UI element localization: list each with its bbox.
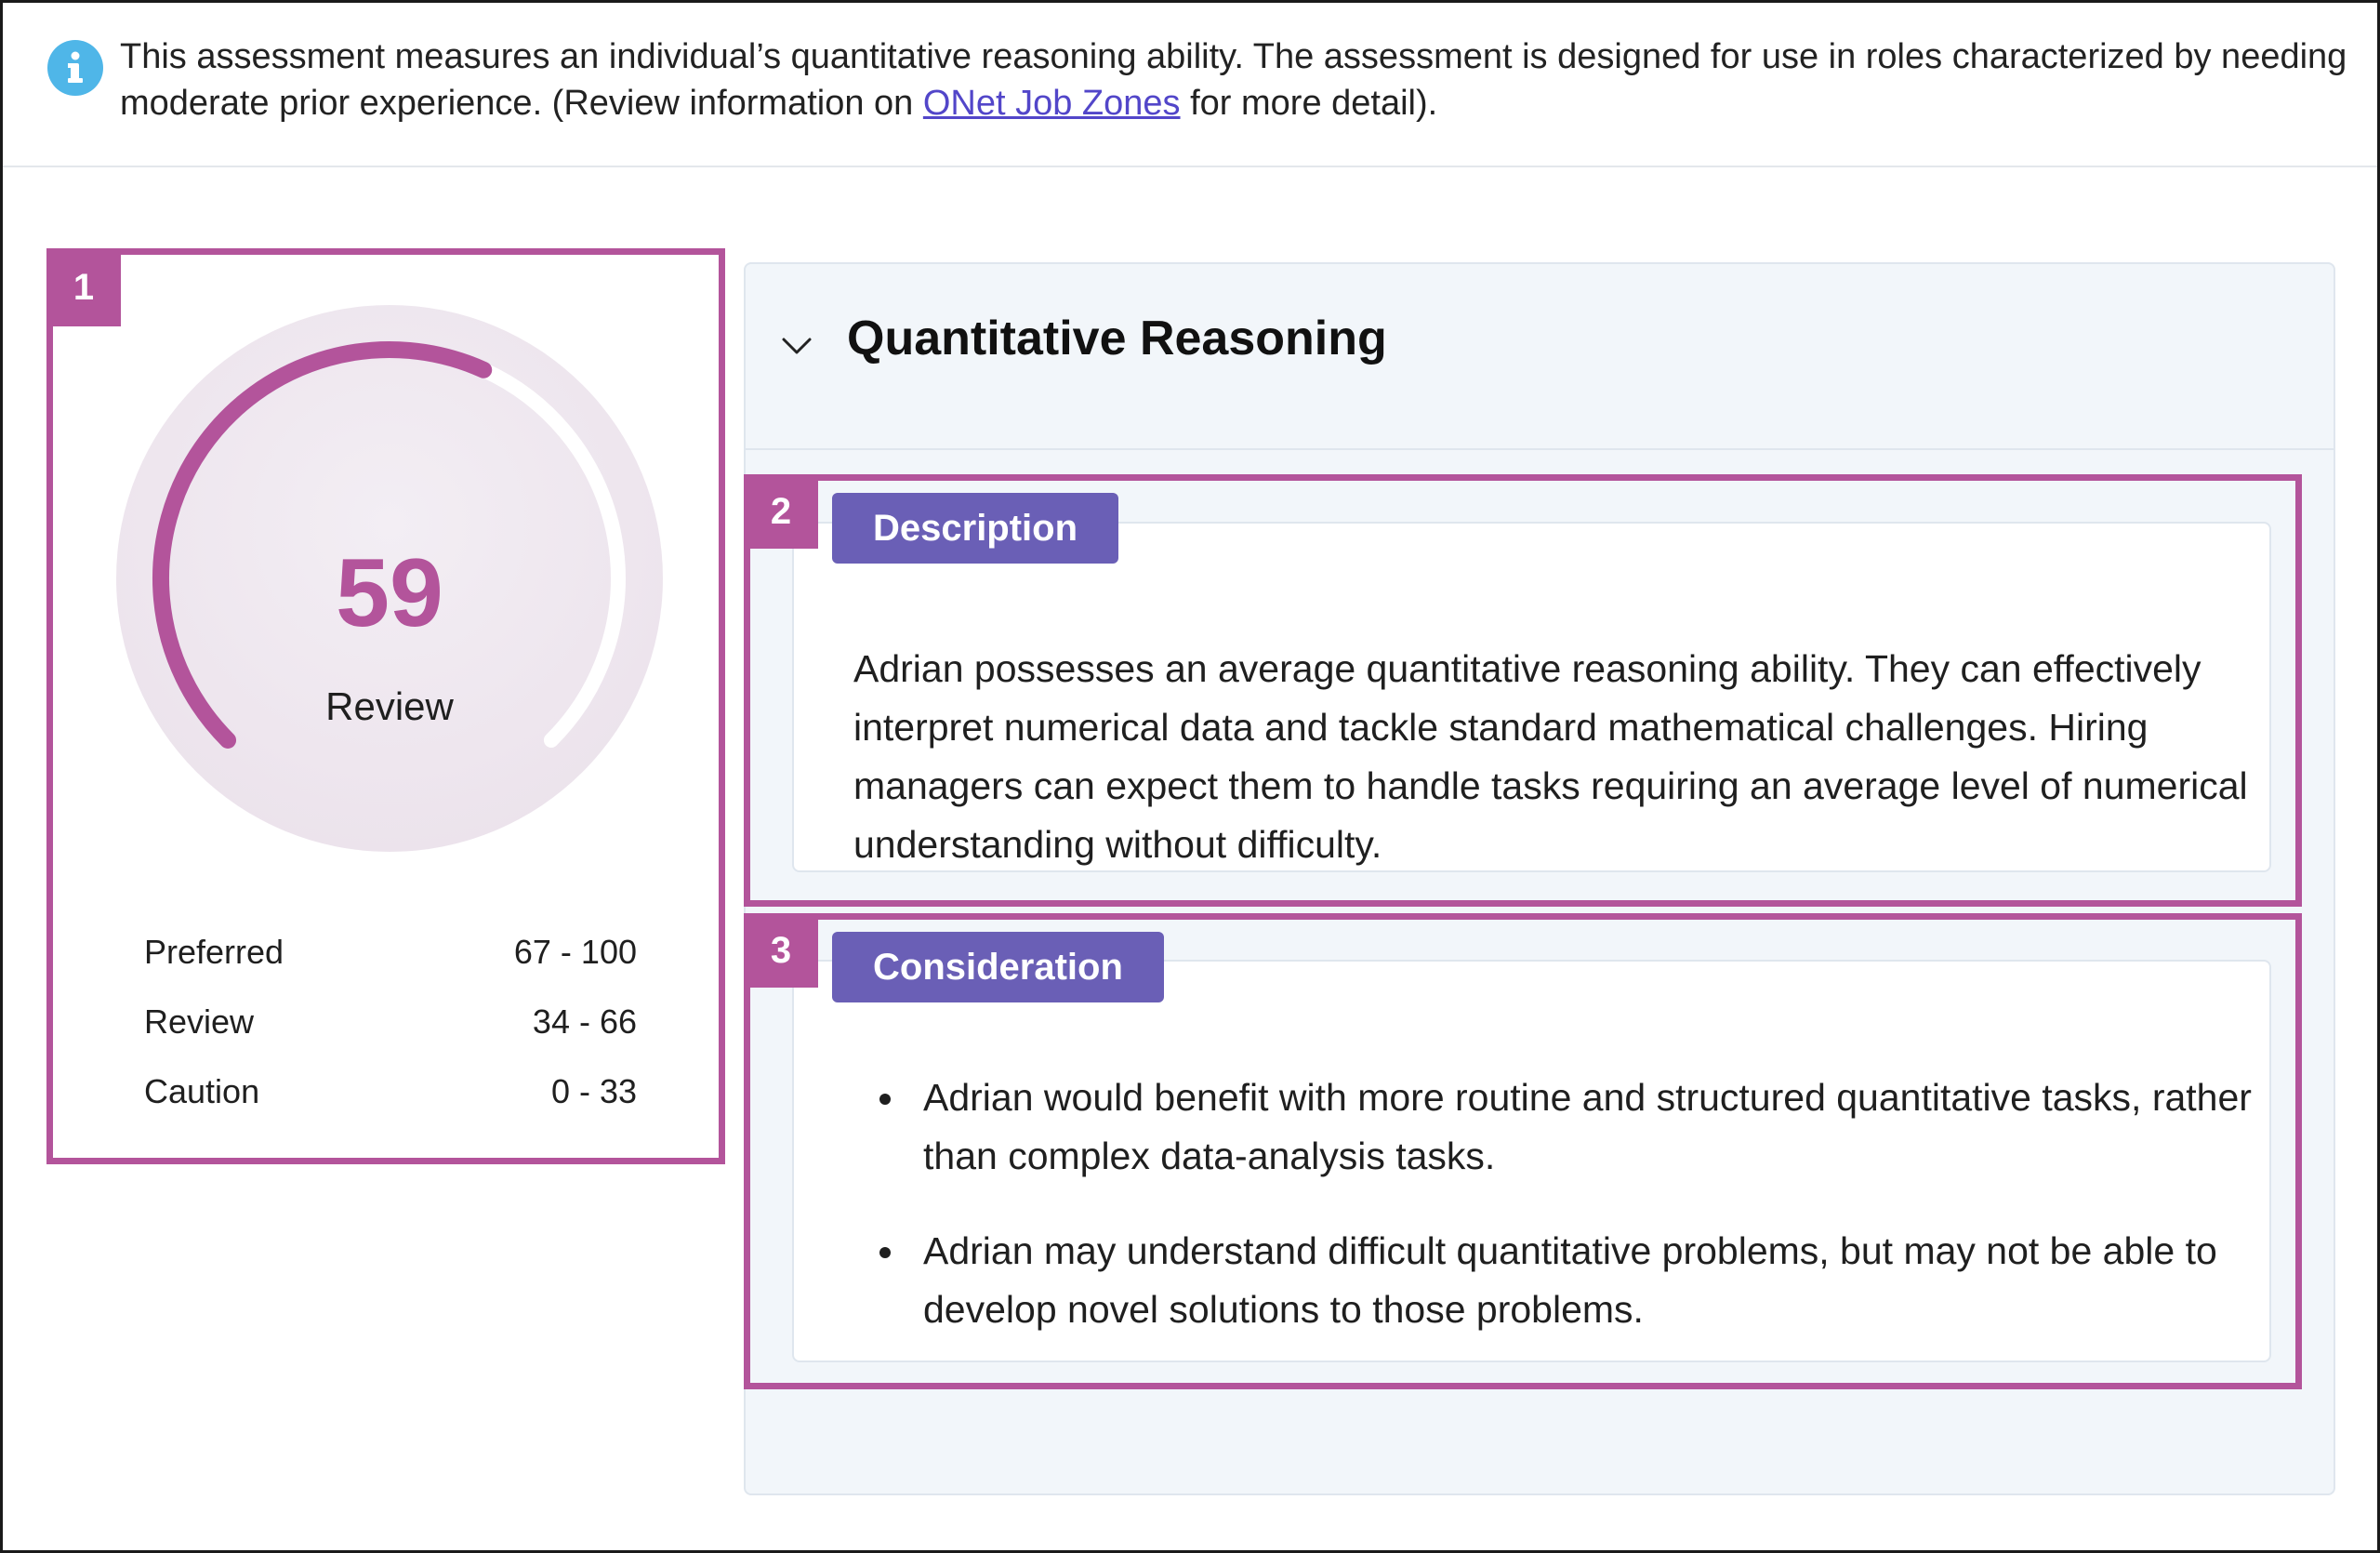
info-icon bbox=[47, 40, 103, 96]
description-tag: Description bbox=[832, 493, 1118, 564]
panel-header[interactable] bbox=[746, 264, 2334, 450]
range-label: Review bbox=[144, 1002, 255, 1041]
marker-3: 3 bbox=[744, 913, 818, 988]
marker-1: 1 bbox=[46, 248, 121, 326]
consideration-card bbox=[792, 960, 2271, 1362]
description-card bbox=[792, 522, 2271, 872]
marker-2: 2 bbox=[744, 474, 818, 549]
consideration-list bbox=[853, 1069, 2267, 1375]
range-row-caution bbox=[144, 1056, 637, 1126]
description-text: Adrian possesses an average quantitative reasoning ability. They can effectively interpret numerical data and tackle standard mathematical challenges. Hiring managers can expect them to handle tasks requiring an average level of numerical understanding without difficulty. bbox=[853, 647, 2248, 866]
score-gauge bbox=[112, 301, 667, 856]
score-card bbox=[46, 248, 725, 1164]
range-label: Caution bbox=[144, 1071, 260, 1110]
quantitative-reasoning-panel bbox=[744, 262, 2335, 1495]
list-item: Adrian may understand difficult quantitative problems, but may not be able to develop novel solutions to those problems. bbox=[853, 1222, 2267, 1339]
info-banner bbox=[3, 3, 2377, 167]
consideration-section bbox=[744, 913, 2302, 1389]
consideration-tag: Consideration bbox=[832, 932, 1164, 1002]
score-ranges bbox=[144, 917, 637, 1126]
panel-title: Quantitative Reasoning bbox=[847, 312, 1387, 365]
banner-text-before: This assessment measures an individual’s quantitative reasoning ability. The assessment is designed for use in roles characterized by needing moderate prior experience. (Review information on bbox=[120, 37, 2347, 123]
banner-text-after: for more detail). bbox=[1180, 84, 1438, 123]
score-status: Review bbox=[325, 684, 454, 728]
range-label: Preferred bbox=[144, 932, 284, 971]
chevron-down-icon[interactable] bbox=[776, 325, 817, 365]
range-row-preferred bbox=[144, 917, 637, 987]
range-value: 0 - 33 bbox=[550, 1071, 637, 1110]
list-item: Adrian would benefit with more routine and structured quantitative tasks, rather than complex data-analysis tasks. bbox=[853, 1069, 2267, 1186]
range-value: 67 - 100 bbox=[513, 932, 637, 971]
range-row-review bbox=[144, 987, 637, 1056]
banner-text bbox=[120, 33, 2351, 126]
range-value: 34 - 66 bbox=[532, 1002, 637, 1041]
score-value: 59 bbox=[336, 539, 443, 647]
description-section bbox=[744, 474, 2302, 907]
onet-job-zones-link[interactable]: ONet Job Zones bbox=[922, 84, 1181, 123]
